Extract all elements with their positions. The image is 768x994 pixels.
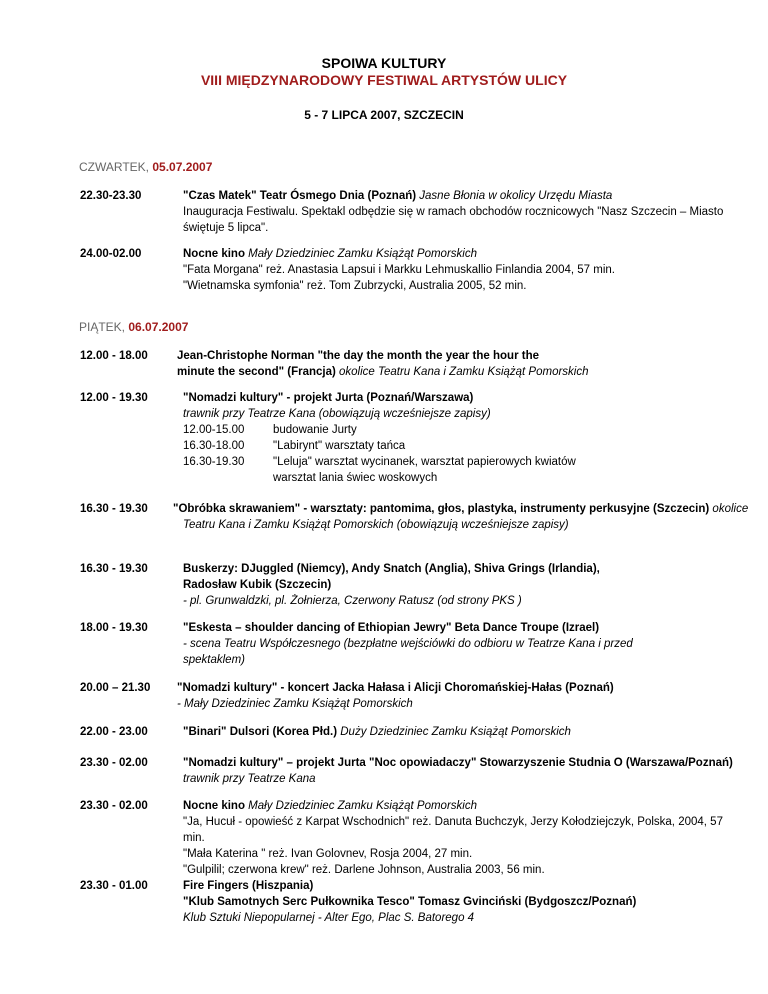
event-entry — [183, 878, 758, 926]
event-time: 23.30 - 01.00 — [80, 880, 148, 892]
event-place: - scena Teatru Współczesnego (bezpłatne wejściówki do odbioru w Teatrze Kana i przed — [183, 638, 633, 650]
event-place: - pl. Grunwaldzki, pl. Żołnierza, Czerwony Ratusz (od strony PKS ) — [183, 595, 522, 607]
event-entry — [183, 724, 758, 740]
event-title: Fire Fingers (Hiszpania) — [183, 880, 314, 892]
event-title: "Nomadzi kultury" - koncert Jacka Hałasa i Alicji Choromańskiej-Hałas (Poznań) — [177, 682, 614, 694]
event-entry — [183, 620, 758, 668]
event-title: Buskerzy: DJuggled (Niemcy), Andy Snatch (Anglia), Shiva Grings (Irlandia), — [183, 563, 600, 575]
event-entry — [183, 561, 758, 609]
event-entry — [183, 390, 758, 486]
event-title: "Nomadzi kultury" - projekt Jurta (Poznań/Warszawa) — [183, 392, 474, 404]
sub-event — [183, 454, 758, 470]
event-entry — [173, 501, 763, 533]
festival-subtitle: VIII MIĘDZYNARODOWY FESTIWAL ARTYSTÓW ULICY — [200, 72, 568, 88]
day-heading-thursday — [79, 160, 212, 174]
event-time: 16.30 - 19.30 — [80, 503, 148, 515]
event-title: "Czas Matek" Teatr Ósmego Dnia (Poznań) — [183, 190, 417, 202]
day-date: 06.07.2007 — [128, 320, 189, 334]
event-entry — [183, 246, 758, 294]
event-place: spektaklem) — [183, 654, 245, 666]
sub-event-desc: budowanie Jurty — [273, 424, 357, 436]
festival-title: SPOIWA KULTURY — [321, 55, 447, 71]
event-line: "Wietnamska symfonia" reż. Tom Zubrzycki, Australia 2005, 52 min. — [183, 280, 527, 292]
event-title: "Obróbka skrawaniem" - warsztaty: pantomima, głos, plastyka, instrumenty perkusyjne (Szczecin) — [173, 503, 710, 515]
event-time: 20.00 – 21.30 — [80, 682, 151, 694]
event-line: Inauguracja Festiwalu. Spektakl odbędzie się w ramach obchodów rocznicowych "Nasz Szczecin – Miasto — [183, 206, 724, 218]
event-title: Nocne kino — [183, 248, 245, 260]
day-date: 05.07.2007 — [152, 160, 213, 174]
event-time: 24.00-02.00 — [80, 248, 142, 260]
event-entry — [183, 188, 758, 236]
event-place: trawnik przy Teatrze Kana (obowiązują wcześniejsze zapisy) — [183, 408, 491, 420]
event-title: "Nomadzi kultury" – projekt Jurta "Noc opowiadaczy" Stowarzyszenie Studnia O (Warszawa/Poznań) — [183, 757, 733, 769]
event-time: 12.00 - 18.00 — [80, 350, 148, 362]
sub-event-time: 16.30-19.30 — [183, 456, 245, 468]
event-place: Mały Dziedziniec Zamku Książąt Pomorskich — [244, 248, 477, 260]
event-entry — [183, 798, 758, 878]
event-title: Jean-Christophe Norman "the day the month the year the hour the — [177, 350, 539, 362]
sub-event-desc: "Leluja" warsztat wycinanek, warsztat papierowych kwiatów — [273, 456, 576, 468]
day-label: PIĄTEK, — [79, 320, 129, 334]
event-time: 22.30-23.30 — [80, 190, 142, 202]
event-time: 22.00 - 23.00 — [80, 726, 148, 738]
event-title: Nocne kino — [183, 800, 245, 812]
event-place: trawnik przy Teatrze Kana — [183, 773, 316, 785]
event-line: "Mała Katerina " reż. Ivan Golovnev, Rosja 2004, 27 min. — [183, 848, 473, 860]
event-time: 23.30 - 02.00 — [80, 757, 148, 769]
festival-dates: 5 - 7 LIPCA 2007, SZCZECIN — [304, 108, 464, 122]
day-heading-friday — [79, 320, 188, 334]
event-place: okolice — [709, 503, 749, 515]
event-time: 12.00 - 19.30 — [80, 392, 148, 404]
sub-event — [183, 422, 758, 438]
event-place: Klub Sztuki Niepopularnej - Alter Ego, Plac S. Batorego 4 — [183, 912, 475, 924]
event-place: - Mały Dziedziniec Zamku Książąt Pomorskich — [177, 698, 413, 710]
sub-event-desc: warsztat lania świec woskowych — [273, 472, 438, 484]
event-title: "Eskesta – shoulder dancing of Ethiopian Jewry" Beta Dance Troupe (Izrael) — [183, 622, 600, 634]
event-time: 23.30 - 02.00 — [80, 800, 148, 812]
event-entry — [183, 755, 758, 787]
sub-event-time: 16.30-18.00 — [183, 440, 245, 452]
event-time: 16.30 - 19.30 — [80, 563, 148, 575]
event-place: Mały Dziedziniec Zamku Książąt Pomorskich — [244, 800, 477, 812]
event-title-cont: Radosław Kubik (Szczecin) — [183, 579, 332, 591]
sub-event-desc: "Labirynt" warsztaty tańca — [273, 440, 406, 452]
sub-event-time: 12.00-15.00 — [183, 424, 245, 436]
event-line: min. — [183, 832, 205, 844]
event-place: Teatru Kana i Zamku Książąt Pomorskich (obowiązują wcześniejsze zapisy) — [183, 519, 569, 531]
sub-event — [183, 470, 758, 486]
event-line: "Fata Morgana" reż. Anastasia Lapsui i Markku Lehmuskallio Finlandia 2004, 57 min. — [183, 264, 615, 276]
event-line: "Gulpilil; czerwona krew" reż. Darlene Johnson, Australia 2003, 56 min. — [183, 864, 545, 876]
sub-event — [183, 438, 758, 454]
event-entry — [177, 348, 752, 380]
event-line: "Ja, Hucuł - opowieść z Karpat Wschodnich" reż. Danuta Buchczyk, Jerzy Kołodziejczyk, Polska, 2004, 57 — [183, 816, 723, 828]
event-time: 18.00 - 19.30 — [80, 622, 148, 634]
event-place: Duży Dziedziniec Zamku Książąt Pomorskich — [337, 726, 571, 738]
event-title-cont: minute the second" (Francja) — [177, 366, 336, 378]
event-title-cont: "Klub Samotnych Serc Pułkownika Tesco" Tomasz Gvinciński (Bydgoszcz/Poznań) — [183, 896, 637, 908]
event-title: "Binari" Dulsori (Korea Płd.) — [183, 726, 338, 738]
event-place: Jasne Błonia w okolicy Urzędu Miasta — [416, 190, 613, 202]
event-line: świętuje 5 lipca". — [183, 222, 269, 234]
event-entry — [177, 680, 752, 712]
day-label: CZWARTEK, — [79, 160, 153, 174]
event-place: okolice Teatru Kana i Zamku Książąt Pomorskich — [335, 366, 589, 378]
